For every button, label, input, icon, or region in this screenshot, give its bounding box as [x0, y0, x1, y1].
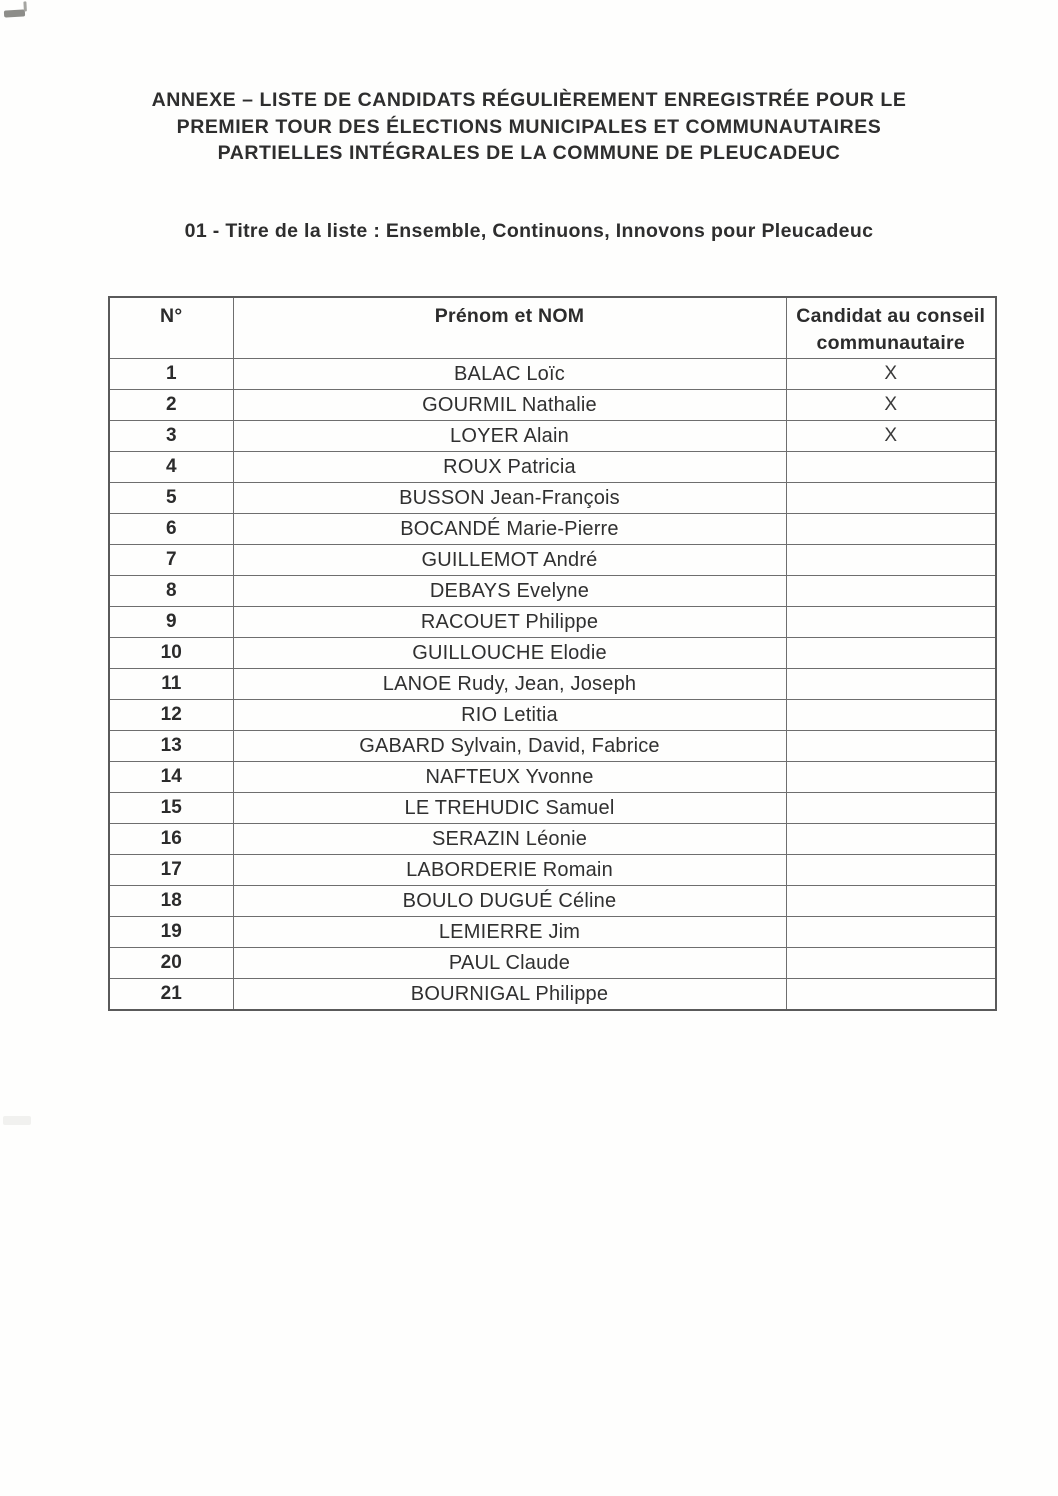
cell-communautaire: X [786, 359, 996, 390]
title-line: ANNEXE – LISTE DE CANDIDATS RÉGULIÈREMENT ENREGISTRÉE POUR LE [151, 89, 907, 111]
cell-communautaire [786, 607, 996, 638]
cell-name: LOYER Alain [233, 421, 786, 452]
table-row [109, 731, 996, 762]
list-title: 01 - Titre de la liste : Ensemble, Continuons, Innovons pour Pleucadeuc [184, 220, 874, 242]
table-header-row [109, 297, 996, 359]
scan-artifact-faint [3, 1116, 31, 1125]
table-row [109, 762, 996, 793]
cell-communautaire [786, 514, 996, 545]
col-header-name: Prénom et NOM [233, 297, 786, 359]
table-row [109, 421, 996, 452]
cell-communautaire [786, 793, 996, 824]
table-row [109, 576, 996, 607]
cell-number: 19 [109, 917, 233, 948]
cell-communautaire [786, 638, 996, 669]
cell-number: 20 [109, 948, 233, 979]
table-row [109, 824, 996, 855]
table-row [109, 917, 996, 948]
cell-name: GABARD Sylvain, David, Fabrice [233, 731, 786, 762]
cell-name: GUILLEMOT André [233, 545, 786, 576]
table-row [109, 979, 996, 1011]
cell-communautaire [786, 824, 996, 855]
cell-communautaire [786, 948, 996, 979]
cell-number: 3 [109, 421, 233, 452]
cell-communautaire [786, 700, 996, 731]
cell-number: 1 [109, 359, 233, 390]
cell-number: 18 [109, 886, 233, 917]
cell-name: DEBAYS Evelyne [233, 576, 786, 607]
table-row [109, 390, 996, 421]
cell-number: 7 [109, 545, 233, 576]
candidates-table [108, 296, 997, 1011]
cell-name: PAUL Claude [233, 948, 786, 979]
cell-name: BOULO DUGUÉ Céline [233, 886, 786, 917]
cell-name: GUILLOUCHE Elodie [233, 638, 786, 669]
cell-number: 4 [109, 452, 233, 483]
cell-communautaire [786, 669, 996, 700]
cell-name: RIO Letitia [233, 700, 786, 731]
cell-name: NAFTEUX Yvonne [233, 762, 786, 793]
cell-communautaire [786, 545, 996, 576]
cell-name: LEMIERRE Jim [233, 917, 786, 948]
document-title [60, 87, 998, 167]
cell-communautaire: X [786, 390, 996, 421]
cell-number: 6 [109, 514, 233, 545]
table-row [109, 514, 996, 545]
table-row [109, 700, 996, 731]
table-row [109, 359, 996, 390]
table-row [109, 669, 996, 700]
table-row [109, 948, 996, 979]
cell-number: 10 [109, 638, 233, 669]
cell-communautaire [786, 452, 996, 483]
cell-communautaire [786, 731, 996, 762]
cell-number: 13 [109, 731, 233, 762]
table-row [109, 483, 996, 514]
cell-communautaire [786, 483, 996, 514]
cell-name: SERAZIN Léonie [233, 824, 786, 855]
cell-communautaire [786, 762, 996, 793]
cell-number: 14 [109, 762, 233, 793]
cell-communautaire [786, 576, 996, 607]
cell-communautaire [786, 855, 996, 886]
cell-name: LABORDERIE Romain [233, 855, 786, 886]
table-row [109, 452, 996, 483]
cell-name: GOURMIL Nathalie [233, 390, 786, 421]
cell-name: LE TREHUDIC Samuel [233, 793, 786, 824]
cell-number: 12 [109, 700, 233, 731]
cell-number: 17 [109, 855, 233, 886]
title-line: PARTIELLES INTÉGRALES DE LA COMMUNE DE PLEUCADEUC [217, 142, 841, 164]
cell-number: 16 [109, 824, 233, 855]
table-row [109, 638, 996, 669]
col-header-communautaire: Candidat au conseil communautaire [786, 297, 996, 359]
col-header-number: N° [109, 297, 233, 359]
cell-name: BALAC Loïc [233, 359, 786, 390]
table-row [109, 607, 996, 638]
table-row [109, 793, 996, 824]
table-row [109, 545, 996, 576]
cell-number: 5 [109, 483, 233, 514]
cell-communautaire [786, 917, 996, 948]
cell-number: 11 [109, 669, 233, 700]
cell-number: 15 [109, 793, 233, 824]
cell-communautaire [786, 979, 996, 1011]
cell-number: 9 [109, 607, 233, 638]
cell-name: BOCANDÉ Marie-Pierre [233, 514, 786, 545]
table-row [109, 855, 996, 886]
cell-number: 8 [109, 576, 233, 607]
cell-communautaire [786, 886, 996, 917]
table-body [109, 359, 996, 1011]
table-row [109, 886, 996, 917]
scan-artifact [4, 9, 25, 17]
cell-name: BOURNIGAL Philippe [233, 979, 786, 1011]
cell-name: RACOUET Philippe [233, 607, 786, 638]
cell-communautaire: X [786, 421, 996, 452]
cell-number: 2 [109, 390, 233, 421]
cell-name: BUSSON Jean-François [233, 483, 786, 514]
table-header [109, 297, 996, 359]
cell-name: LANOE Rudy, Jean, Joseph [233, 669, 786, 700]
cell-name: ROUX Patricia [233, 452, 786, 483]
title-line: PREMIER TOUR DES ÉLECTIONS MUNICIPALES ET COMMUNAUTAIRES [176, 115, 882, 138]
cell-number: 21 [109, 979, 233, 1011]
